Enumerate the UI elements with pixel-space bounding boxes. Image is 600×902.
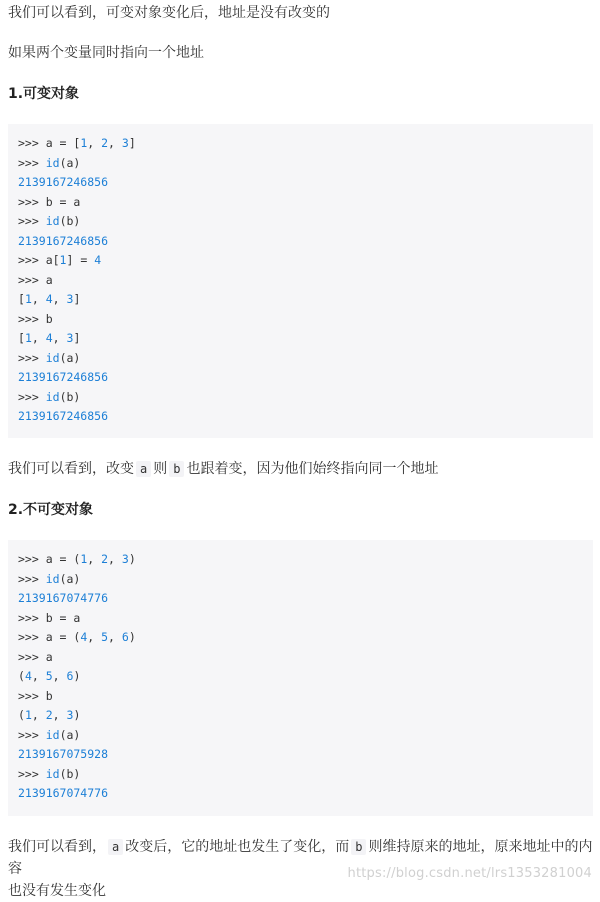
code-line: >>> a = [1, 2, 3] (18, 136, 136, 150)
code-line: >>> id(b) (18, 214, 81, 228)
code-output: 2139167246856 (18, 370, 109, 384)
code-output: 2139167246856 (18, 233, 109, 248)
code-line: >>> id(a) (18, 571, 81, 586)
code-line: >>> id(a) (18, 350, 81, 365)
inline-code-b: b (351, 839, 366, 855)
paragraph-text: 我们可以看到， (8, 839, 106, 855)
code-block-immutable (8, 540, 593, 816)
code-line: >>> a (18, 649, 53, 664)
paragraph-text: 则维持原来的地址，原来地址中的内容 (8, 839, 593, 877)
heading-mutable-object: 1.可变对象 (8, 86, 80, 102)
paragraph-mutable-address: 我们可以看到，可变对象变化后，地址是没有改变的 (8, 5, 330, 21)
paragraph-two-vars-same-address: 如果两个变量同时指向一个地址 (8, 45, 204, 61)
code-output: [1, 4, 3] (18, 292, 81, 306)
code-output: [1, 4, 3] (18, 331, 81, 345)
code-line: >>> b (18, 311, 53, 326)
code-line: >>> id(b) (18, 389, 81, 404)
inline-code-b: b (169, 461, 184, 477)
code-line: >>> a (18, 272, 53, 287)
code-output: 2139167074776 (18, 786, 109, 800)
code-output: 2139167075928 (18, 747, 109, 761)
paragraph-change-a-b-follows (8, 458, 594, 480)
watermark: https://blog.csdn.net/lrs1353281004 (347, 866, 592, 881)
code-block-mutable (8, 124, 593, 438)
heading-immutable-object: 2.不可变对象 (8, 502, 94, 518)
code-line: >>> b = a (18, 194, 81, 209)
paragraph-text: 我们可以看到，改变 (8, 461, 134, 477)
code-line: >>> a = (4, 5, 6) (18, 630, 136, 644)
code-line: >>> id(b) (18, 766, 81, 781)
code-line: >>> b (18, 688, 53, 703)
code-line: >>> a[1] = 4 (18, 253, 102, 267)
code-line: >>> id(a) (18, 155, 81, 170)
code-line: >>> b = a (18, 610, 81, 625)
code-output: 2139167074776 (18, 591, 109, 605)
code-output: 2139167246856 (18, 175, 109, 189)
code-line: >>> id(a) (18, 727, 81, 742)
inline-code-a: a (108, 839, 123, 855)
code-output: 2139167246856 (18, 409, 109, 423)
code-output: (1, 2, 3) (18, 708, 81, 722)
paragraph-text: 则 (153, 461, 168, 477)
paragraph-text: 也没有发生变化 (8, 883, 106, 899)
paragraph-text: 改变后，它的地址也发生了变化，而 (125, 839, 350, 855)
paragraph-text: 也跟着变，因为他们始终指向同一个地址 (186, 461, 439, 477)
inline-code-a: a (136, 461, 151, 477)
code-line: >>> a = (1, 2, 3) (18, 552, 136, 566)
code-output: (4, 5, 6) (18, 669, 81, 683)
